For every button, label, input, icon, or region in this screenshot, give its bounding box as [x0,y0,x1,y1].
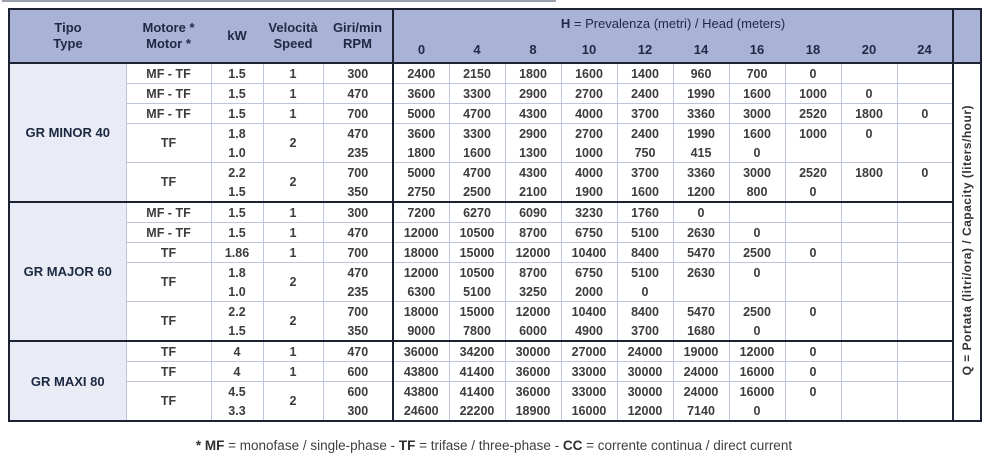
speed-cell: 1 [263,362,323,382]
kw-cell: 1.5 [211,321,263,341]
kw-cell: 1.5 [211,63,263,84]
kw-cell: 1.5 [211,202,263,223]
table-row [9,63,981,84]
flow-cell: 18900 [505,401,561,421]
head-tick: 24 [897,37,953,63]
flow-cell: 12000 [729,341,785,362]
flow-cell: 0 [841,124,897,144]
speed-cell: 1 [263,84,323,104]
flow-cell: 0 [897,163,953,183]
flow-cell [785,401,841,421]
col-header-head-meters [393,9,953,37]
flow-cell: 19000 [673,341,729,362]
flow-cell: 5000 [393,163,449,183]
flow-cell [841,282,897,302]
motor-cell: TF [126,124,211,163]
top-crop-artifact [2,0,556,2]
flow-cell: 4700 [449,163,505,183]
col-header-capacity-spacer [953,9,981,63]
flow-cell: 10500 [449,263,505,283]
flow-cell: 0 [785,182,841,202]
flow-cell: 7200 [393,202,449,223]
flow-cell: 5470 [673,243,729,263]
flow-cell: 3300 [449,84,505,104]
flow-cell [897,182,953,202]
flow-cell: 2700 [561,124,617,144]
col-header-kw: kW [211,9,263,63]
flow-cell: 1990 [673,84,729,104]
col-header-speed-line1: Velocità [268,20,318,35]
flow-cell: 27000 [561,341,617,362]
kw-cell: 4 [211,341,263,362]
flow-cell: 4300 [505,104,561,124]
flow-cell [785,321,841,341]
speed-cell: 1 [263,104,323,124]
flow-cell [897,223,953,243]
motor-cell: TF [126,341,211,362]
flow-cell: 43800 [393,362,449,382]
flow-cell: 1800 [393,143,449,163]
rpm-cell: 470 [323,263,393,283]
table-row [9,202,981,223]
table-row [9,84,981,104]
kw-cell: 1.5 [211,104,263,124]
rpm-cell: 700 [323,243,393,263]
flow-cell: 5100 [449,282,505,302]
flow-cell: 5000 [393,104,449,124]
motor-cell: MF - TF [126,202,211,223]
kw-cell: 1.86 [211,243,263,263]
flow-cell: 5100 [617,223,673,243]
kw-cell: 4.5 [211,382,263,402]
kw-cell: 1.5 [211,182,263,202]
flow-cell: 18000 [393,302,449,322]
col-header-tipo-line2: Type [53,36,83,51]
footnote-abbr-cc: CC [562,438,583,453]
flow-cell: 2750 [393,182,449,202]
head-tick: 18 [785,37,841,63]
motor-cell: TF [126,243,211,263]
flow-cell: 33000 [561,382,617,402]
flow-cell: 1000 [785,84,841,104]
head-tick: 20 [841,37,897,63]
kw-cell: 1.5 [211,84,263,104]
flow-cell: 8700 [505,223,561,243]
flow-cell [897,202,953,223]
footnote-text: = monofase / single-phase - [224,438,399,453]
flow-cell [673,282,729,302]
flow-cell: 3700 [617,321,673,341]
kw-cell: 4 [211,362,263,382]
flow-cell [897,302,953,322]
flow-cell: 15000 [449,243,505,263]
header-row-top [9,9,981,37]
group-name-cell: GR MINOR 40 [9,63,126,202]
pump-spec-table [8,8,982,422]
flow-cell [841,341,897,362]
rpm-cell: 235 [323,143,393,163]
flow-cell [729,282,785,302]
table-row [9,163,981,183]
rpm-cell: 235 [323,282,393,302]
flow-cell: 1900 [561,182,617,202]
col-header-motor-line2: Motor * [146,36,191,51]
rpm-cell: 470 [323,84,393,104]
flow-cell: 0 [785,341,841,362]
rpm-cell: 300 [323,202,393,223]
flow-cell [841,321,897,341]
rpm-cell: 700 [323,163,393,183]
flow-cell: 7800 [449,321,505,341]
flow-cell: 2630 [673,223,729,243]
flow-cell: 2700 [561,84,617,104]
table-header [9,9,981,63]
flow-cell: 12000 [505,243,561,263]
flow-cell [841,401,897,421]
flow-cell: 4000 [561,163,617,183]
flow-cell: 34200 [449,341,505,362]
flow-cell [841,63,897,84]
flow-cell: 12000 [617,401,673,421]
flow-cell: 2520 [785,163,841,183]
col-header-tipo [9,9,126,63]
speed-cell: 2 [263,263,323,302]
flow-cell: 2100 [505,182,561,202]
rpm-cell: 700 [323,302,393,322]
speed-cell: 1 [263,202,323,223]
flow-cell: 3700 [617,163,673,183]
flow-cell: 3000 [729,163,785,183]
table-row [9,341,981,362]
head-tick: 4 [449,37,505,63]
motor-cell: MF - TF [126,223,211,243]
flow-cell: 415 [673,143,729,163]
flow-cell [897,263,953,283]
flow-cell: 4000 [561,104,617,124]
speed-cell: 1 [263,243,323,263]
rpm-cell: 600 [323,382,393,402]
flow-cell: 0 [785,243,841,263]
rpm-cell: 700 [323,104,393,124]
flow-cell: 2150 [449,63,505,84]
flow-cell: 6750 [561,223,617,243]
col-header-motor [126,9,211,63]
flow-cell: 24000 [673,382,729,402]
flow-cell: 8400 [617,243,673,263]
flow-cell: 2630 [673,263,729,283]
flow-cell: 10500 [449,223,505,243]
flow-cell: 15000 [449,302,505,322]
flow-cell [841,243,897,263]
rpm-cell: 350 [323,182,393,202]
flow-cell [841,223,897,243]
rpm-cell: 300 [323,401,393,421]
flow-cell: 0 [785,382,841,402]
flow-cell: 3600 [393,84,449,104]
flow-cell: 0 [729,143,785,163]
table-row [9,223,981,243]
flow-cell: 8400 [617,302,673,322]
flow-cell [897,382,953,402]
flow-cell [897,63,953,84]
flow-cell: 1800 [841,104,897,124]
speed-cell: 2 [263,382,323,422]
flow-cell [729,202,785,223]
rpm-cell: 350 [323,321,393,341]
motor-cell: MF - TF [126,84,211,104]
flow-cell: 1600 [729,84,785,104]
table-body [9,63,981,421]
rpm-cell: 600 [323,362,393,382]
flow-cell: 3000 [729,104,785,124]
kw-cell: 3.3 [211,401,263,421]
kw-cell: 1.5 [211,223,263,243]
col-header-speed [263,9,323,63]
flow-cell: 0 [785,362,841,382]
flow-cell [897,401,953,421]
flow-cell: 7140 [673,401,729,421]
motor-cell: MF - TF [126,104,211,124]
flow-cell: 0 [729,263,785,283]
flow-cell: 1600 [729,124,785,144]
kw-cell: 1.8 [211,263,263,283]
flow-cell: 0 [785,302,841,322]
flow-cell [897,341,953,362]
flow-cell: 1000 [561,143,617,163]
group-name-cell: GR MAJOR 60 [9,202,126,341]
motor-cell: TF [126,163,211,203]
flow-cell: 8700 [505,263,561,283]
flow-cell: 2900 [505,124,561,144]
flow-cell: 1200 [673,182,729,202]
flow-cell: 6090 [505,202,561,223]
flow-cell: 800 [729,182,785,202]
footnote-text: = trifase / three-phase - [415,438,563,453]
flow-cell: 36000 [505,382,561,402]
head-tick: 8 [505,37,561,63]
motor-cell: TF [126,382,211,422]
flow-cell [785,202,841,223]
flow-cell: 0 [729,223,785,243]
flow-cell [897,243,953,263]
flow-cell [785,143,841,163]
flow-cell [841,143,897,163]
flow-cell: 4300 [505,163,561,183]
footnote-text: = corrente continua / direct current [582,438,793,453]
flow-cell [785,263,841,283]
flow-cell: 30000 [617,362,673,382]
flow-cell: 4900 [561,321,617,341]
motor-cell: TF [126,362,211,382]
flow-cell [841,202,897,223]
capacity-axis-label: Q = Portata (litri/ora) / Capacity (liters/hour) [960,105,975,376]
flow-cell: 2900 [505,84,561,104]
flow-cell: 0 [897,104,953,124]
speed-cell: 1 [263,223,323,243]
flow-cell: 18000 [393,243,449,263]
flow-cell: 3600 [393,124,449,144]
flow-cell: 36000 [393,341,449,362]
flow-cell [785,282,841,302]
flow-cell [897,321,953,341]
flow-cell: 2500 [729,302,785,322]
flow-cell: 0 [729,321,785,341]
flow-cell [897,362,953,382]
flow-cell: 2520 [785,104,841,124]
flow-cell: 24600 [393,401,449,421]
footnote-abbr-mf: * MF [195,438,225,453]
flow-cell: 12000 [393,223,449,243]
flow-cell: 3250 [505,282,561,302]
kw-cell: 2.2 [211,302,263,322]
flow-cell: 5470 [673,302,729,322]
flow-cell [785,223,841,243]
table-row [9,243,981,263]
flow-cell: 0 [729,401,785,421]
flow-cell: 2500 [449,182,505,202]
flow-cell [841,362,897,382]
head-tick: 14 [673,37,729,63]
flow-cell: 750 [617,143,673,163]
flow-cell: 3700 [617,104,673,124]
flow-cell: 1760 [617,202,673,223]
flow-cell [897,282,953,302]
flow-cell: 9000 [393,321,449,341]
flow-cell: 10400 [561,243,617,263]
motor-cell: MF - TF [126,63,211,84]
flow-cell: 960 [673,63,729,84]
flow-cell: 12000 [505,302,561,322]
flow-cell: 700 [729,63,785,84]
table-row [9,104,981,124]
col-header-tipo-line1: Tipo [54,20,82,35]
head-tick: 10 [561,37,617,63]
flow-cell: 1600 [561,63,617,84]
rpm-cell: 470 [323,124,393,144]
speed-cell: 1 [263,63,323,84]
flow-cell: 36000 [505,362,561,382]
flow-cell: 0 [673,202,729,223]
flow-cell: 1680 [673,321,729,341]
flow-cell: 3230 [561,202,617,223]
col-header-rpm-line2: RPM [343,36,372,51]
flow-cell: 10400 [561,302,617,322]
head-symbol: H [560,15,571,31]
flow-cell: 2000 [561,282,617,302]
flow-cell: 0 [785,63,841,84]
flow-cell: 2400 [617,84,673,104]
speed-cell: 2 [263,302,323,342]
kw-cell: 2.2 [211,163,263,183]
flow-cell: 1000 [785,124,841,144]
flow-cell: 33000 [561,362,617,382]
flow-cell: 3360 [673,104,729,124]
speed-cell: 1 [263,341,323,362]
flow-cell: 1300 [505,143,561,163]
flow-cell [897,143,953,163]
flow-cell: 24000 [617,341,673,362]
head-tick: 0 [393,37,449,63]
flow-cell: 0 [841,84,897,104]
footnote [0,438,988,453]
col-header-rpm-line1: Giri/min [332,20,383,35]
table-row [9,382,981,402]
flow-cell: 30000 [505,341,561,362]
col-header-speed-line2: Speed [273,36,313,51]
flow-cell: 1990 [673,124,729,144]
flow-cell: 2400 [393,63,449,84]
capacity-axis-cell [953,63,981,421]
col-header-rpm [323,9,393,63]
head-tick: 16 [729,37,785,63]
flow-cell [841,182,897,202]
flow-cell: 1400 [617,63,673,84]
flow-cell: 1800 [505,63,561,84]
col-header-motor-line1: Motore * [142,20,195,35]
flow-cell: 22200 [449,401,505,421]
flow-cell: 16000 [729,382,785,402]
flow-cell: 41400 [449,362,505,382]
flow-cell: 24000 [673,362,729,382]
flow-cell: 1600 [617,182,673,202]
footnote-abbr-tf: TF [398,438,416,453]
flow-cell [897,84,953,104]
table-row [9,302,981,322]
rpm-cell: 470 [323,341,393,362]
motor-cell: TF [126,302,211,342]
flow-cell [897,124,953,144]
flow-cell: 12000 [393,263,449,283]
flow-cell: 3360 [673,163,729,183]
table-row [9,124,981,144]
flow-cell [841,263,897,283]
flow-cell: 41400 [449,382,505,402]
head-tick: 12 [617,37,673,63]
flow-cell: 6270 [449,202,505,223]
speed-cell: 2 [263,124,323,163]
flow-cell [841,382,897,402]
flow-cell: 3300 [449,124,505,144]
flow-cell [841,302,897,322]
flow-cell: 16000 [729,362,785,382]
flow-cell: 6000 [505,321,561,341]
flow-cell: 6750 [561,263,617,283]
flow-cell: 0 [617,282,673,302]
flow-cell: 2400 [617,124,673,144]
flow-cell: 5100 [617,263,673,283]
head-title-text: = Prevalenza (metri) / Head (meters) [570,15,786,31]
speed-cell: 2 [263,163,323,203]
rpm-cell: 470 [323,223,393,243]
flow-cell: 30000 [617,382,673,402]
flow-cell: 16000 [561,401,617,421]
flow-cell: 2500 [729,243,785,263]
flow-cell: 1800 [841,163,897,183]
table-row [9,362,981,382]
group-name-cell: GR MAXI 80 [9,341,126,421]
kw-cell: 1.0 [211,143,263,163]
kw-cell: 1.8 [211,124,263,144]
rpm-cell: 300 [323,63,393,84]
flow-cell: 6300 [393,282,449,302]
flow-cell: 43800 [393,382,449,402]
table-row [9,263,981,283]
flow-cell: 1600 [449,143,505,163]
flow-cell: 4700 [449,104,505,124]
motor-cell: TF [126,263,211,302]
kw-cell: 1.0 [211,282,263,302]
